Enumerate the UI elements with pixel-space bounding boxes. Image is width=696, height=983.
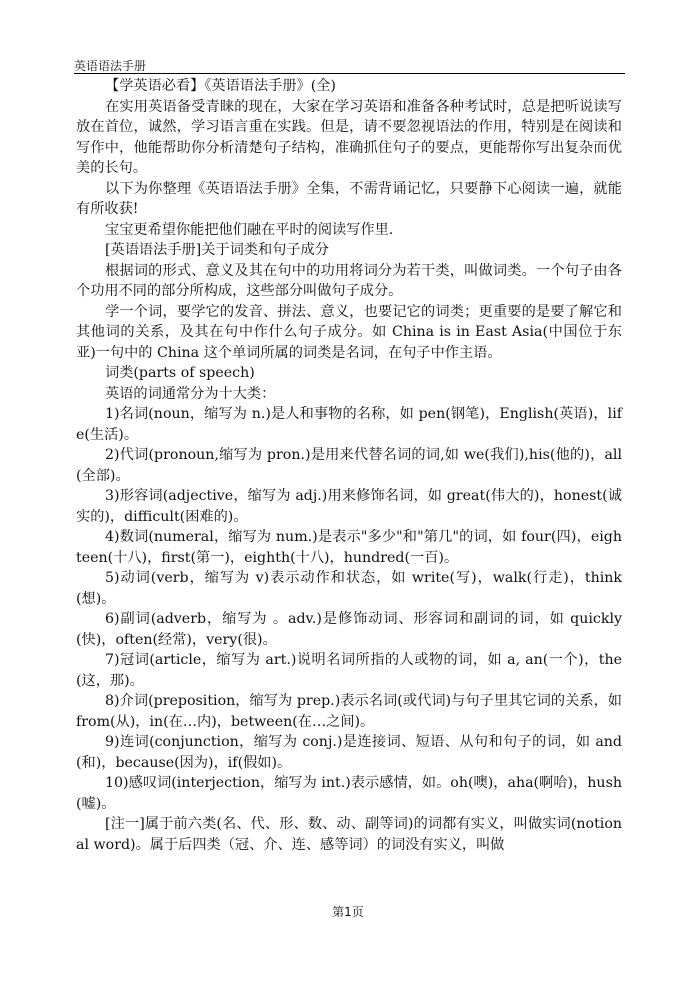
list-item: 7)冠词(article，缩写为 art.)说明名词所指的人或物的词，如 a, an(一个)，the(这，那)。 (76, 652, 622, 689)
list-item: 4)数词(numeral，缩写为 num.)是表示"多少"和"第几"的词，如 four(四)，eighteen(十八)，first(第一)，eighth(十八)，hundred(一百)。 (76, 529, 622, 566)
paragraph: 根据词的形式、意义及其在句中的功用将词分为若干类，叫做词类。一个句子由各个功用不同的部分所构成，这些部分叫做句子成分。 (76, 262, 622, 299)
section-heading: [英语语法手册]关于词类和句子成分 (105, 242, 329, 258)
subheading: 词类(parts of speech) (105, 365, 255, 381)
list-item: 5)动词(verb，缩写为 v)表示动作和状态，如 write(写)，walk(行走)，think(想)。 (76, 570, 622, 607)
list-item: 1)名词(noun，缩写为 n.)是人和事物的名称，如 pen(钢笔)，English(英语)，life(生活)。 (76, 406, 622, 443)
note-paragraph: [注一]属于前六类(名、代、形、数、动、副等词)的词都有实义，叫做实词(notional word)。属于后四类（冠、介、连、感等词）的词没有实义，叫做 (76, 816, 622, 853)
paragraph: 以下为你整理《英语语法手册》全集，不需背诵记忆，只要静下心阅读一遍，就能有所收获! (76, 180, 622, 217)
paragraph: 英语的词通常分为十大类： (105, 385, 276, 402)
list-item: 2)代词(pronoun,缩写为 pron.)是用来代替名词的词,如 we(我们),his(他的)，all(全部)。 (76, 447, 622, 484)
document-title-line: 【学英语必看】《英语语法手册》(全) (105, 78, 336, 94)
paragraph: 在实用英语备受青睐的现在，大家在学习英语和准备各种考试时，总是把听说读写放在首位，诚然，学习语言重在实践。但是，请不要忽视语法的作用，特别是在阅读和写作中，他能帮助你分析清楚句子结构，准确抓住句子的要点，更能帮你写出复杂而优美的长句。 (76, 98, 622, 176)
list-item: 10)感叹词(interjection，缩写为 int.)表示感情，如。oh(噢)，aha(啊哈)，hush(嘘)。 (76, 775, 622, 812)
document-body (76, 76, 622, 855)
running-header: 英语语法手册 (74, 59, 147, 73)
paragraph: 学一个词，要学它的发音、拼法、意义，也要记它的词类；更重要的是要了解它和其他词的关系，及其在句中作什么句子成分。如 China is in East Asia(中国位于东亚)一句中的 China 这个单词所属的词类是名词，在句子中作主语。 (76, 303, 622, 361)
header-rule (74, 73, 625, 74)
list-item: 8)介词(preposition，缩写为 prep.)表示名词(或代词)与句子里其它词的关系，如 from(从)，in(在…内)，between(在…之间)。 (76, 693, 622, 730)
list-item: 9)连词(conjunction，缩写为 conj.)是连接词、短语、从句和句子的词，如 and(和)，because(因为)，if(假如)。 (76, 734, 622, 771)
page-number: 第1页 (332, 905, 364, 919)
list-item: 6)副词(adverb，缩写为 。adv.)是修饰动词、形容词和副词的词，如 quickly(快)，often(经常)，very(很)。 (76, 611, 622, 648)
paragraph: 宝宝更希望你能把他们融在平时的阅读写作里. (105, 221, 394, 238)
list-item: 3)形容词(adjective，缩写为 adj.)用来修饰名词，如 great(伟大的)，honest(诚实的)，difficult(困难的)。 (76, 488, 622, 525)
